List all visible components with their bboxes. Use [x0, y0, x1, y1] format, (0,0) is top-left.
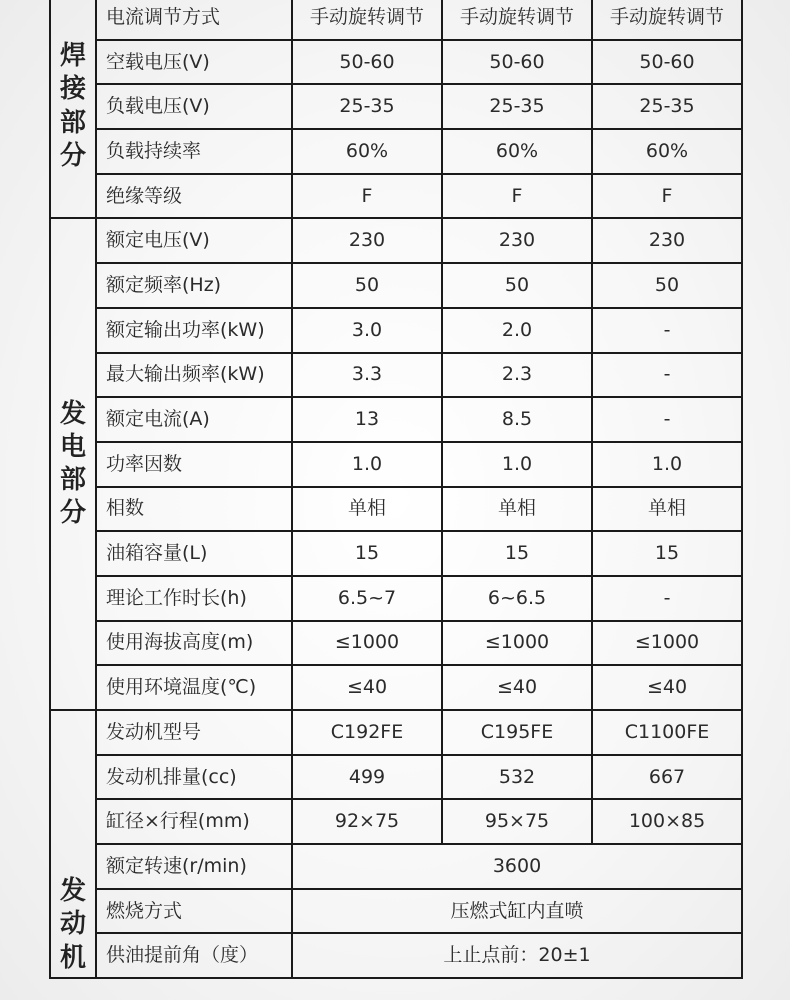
- spec-row: [50, 84, 742, 129]
- spec-value: 50: [592, 263, 742, 308]
- spec-value: 1.0: [442, 442, 592, 487]
- section-header: [50, 0, 96, 218]
- section-title: 焊 接 部 分: [59, 41, 86, 171]
- spec-name: 燃烧方式: [96, 889, 292, 934]
- spec-name: 发动机排量(cc): [96, 755, 292, 800]
- spec-row: [50, 40, 742, 85]
- spec-value: ≤1000: [592, 621, 742, 666]
- spec-row: [50, 174, 742, 219]
- spec-value: ≤40: [442, 665, 592, 710]
- spec-row: [50, 353, 742, 398]
- spec-value: C1100FE: [592, 710, 742, 755]
- spec-value: 15: [292, 531, 442, 576]
- spec-name: 使用海拔高度(m): [96, 621, 292, 666]
- spec-value-merged: 3600: [292, 844, 742, 889]
- section-header: [50, 218, 96, 710]
- spec-name: 最大输出频率(kW): [96, 353, 292, 398]
- spec-value: 230: [292, 218, 442, 263]
- spec-value: 3.3: [292, 353, 442, 398]
- spec-name: 额定电流(A): [96, 397, 292, 442]
- spec-value: 499: [292, 755, 442, 800]
- spec-value: 230: [442, 218, 592, 263]
- spec-value-merged: 上止点前：20±1: [292, 933, 742, 978]
- spec-value: 60%: [592, 129, 742, 174]
- spec-value: ≤40: [292, 665, 442, 710]
- spec-name: 使用环境温度(℃): [96, 665, 292, 710]
- spec-row: [50, 0, 742, 40]
- spec-row: [50, 576, 742, 621]
- spec-value: 25-35: [442, 84, 592, 129]
- spec-row: [50, 844, 742, 889]
- spec-value: 100×85: [592, 799, 742, 844]
- spec-name: 油箱容量(L): [96, 531, 292, 576]
- spec-value: 8.5: [442, 397, 592, 442]
- spec-name: 功率因数: [96, 442, 292, 487]
- spec-name: 空载电压(V): [96, 40, 292, 85]
- spec-value: F: [292, 174, 442, 219]
- spec-row: [50, 129, 742, 174]
- spec-value: -: [592, 308, 742, 353]
- spec-value: 667: [592, 755, 742, 800]
- spec-value: 230: [592, 218, 742, 263]
- spec-value: F: [592, 174, 742, 219]
- spec-value: 1.0: [292, 442, 442, 487]
- spec-row: [50, 710, 742, 755]
- spec-name: 相数: [96, 487, 292, 532]
- spec-value: 25-35: [592, 84, 742, 129]
- spec-name: 额定输出功率(kW): [96, 308, 292, 353]
- spec-value: 60%: [292, 129, 442, 174]
- section-header: [50, 710, 96, 978]
- spec-value: 2.0: [442, 308, 592, 353]
- spec-name: 额定频率(Hz): [96, 263, 292, 308]
- spec-row: [50, 487, 742, 532]
- spec-name: 供油提前角（度）: [96, 933, 292, 978]
- spec-name: 电流调节方式: [96, 0, 292, 40]
- spec-row: [50, 531, 742, 576]
- spec-name: 绝缘等级: [96, 174, 292, 219]
- spec-row: [50, 665, 742, 710]
- spec-name: 额定电压(V): [96, 218, 292, 263]
- spec-value: C192FE: [292, 710, 442, 755]
- spec-value: 60%: [442, 129, 592, 174]
- spec-row: [50, 755, 742, 800]
- spec-value: 50-60: [592, 40, 742, 85]
- spec-row: [50, 933, 742, 978]
- spec-value: 15: [592, 531, 742, 576]
- spec-value: ≤1000: [292, 621, 442, 666]
- spec-name: 额定转速(r/min): [96, 844, 292, 889]
- section-title: 发 电 部 分: [59, 398, 86, 529]
- spec-name: 缸径×行程(mm): [96, 799, 292, 844]
- spec-row: [50, 218, 742, 263]
- spec-value: -: [592, 353, 742, 398]
- spec-value: ≤40: [592, 665, 742, 710]
- spec-value: 手动旋转调节: [592, 0, 742, 40]
- spec-row: [50, 442, 742, 487]
- section-title: 发 动 机: [59, 876, 86, 973]
- spec-row: [50, 263, 742, 308]
- spec-value: C195FE: [442, 710, 592, 755]
- spec-value: 15: [442, 531, 592, 576]
- spec-table: [49, 0, 743, 979]
- spec-value: 手动旋转调节: [292, 0, 442, 40]
- spec-value: ≤1000: [442, 621, 592, 666]
- spec-value: 2.3: [442, 353, 592, 398]
- spec-value: 50-60: [442, 40, 592, 85]
- spec-name: 发动机型号: [96, 710, 292, 755]
- spec-value: 手动旋转调节: [442, 0, 592, 40]
- spec-row: [50, 889, 742, 934]
- spec-value: 单相: [442, 487, 592, 532]
- spec-value: 25-35: [292, 84, 442, 129]
- spec-value-merged: 压燃式缸内直喷: [292, 889, 742, 934]
- spec-value: 6~6.5: [442, 576, 592, 621]
- spec-row: [50, 799, 742, 844]
- spec-name: 理论工作时长(h): [96, 576, 292, 621]
- spec-value: 95×75: [442, 799, 592, 844]
- spec-value: -: [592, 576, 742, 621]
- spec-value: 单相: [592, 487, 742, 532]
- spec-name: 负载持续率: [96, 129, 292, 174]
- spec-value: -: [592, 397, 742, 442]
- spec-name: 负载电压(V): [96, 84, 292, 129]
- spec-value: 6.5~7: [292, 576, 442, 621]
- spec-value: 13: [292, 397, 442, 442]
- spec-value: 50-60: [292, 40, 442, 85]
- spec-value: 50: [292, 263, 442, 308]
- spec-row: [50, 621, 742, 666]
- spec-value: 单相: [292, 487, 442, 532]
- spec-value: 532: [442, 755, 592, 800]
- spec-row: [50, 308, 742, 353]
- spec-value: 92×75: [292, 799, 442, 844]
- spec-row: [50, 397, 742, 442]
- spec-value: 50: [442, 263, 592, 308]
- spec-value: 3.0: [292, 308, 442, 353]
- spec-value: F: [442, 174, 592, 219]
- spec-value: 1.0: [592, 442, 742, 487]
